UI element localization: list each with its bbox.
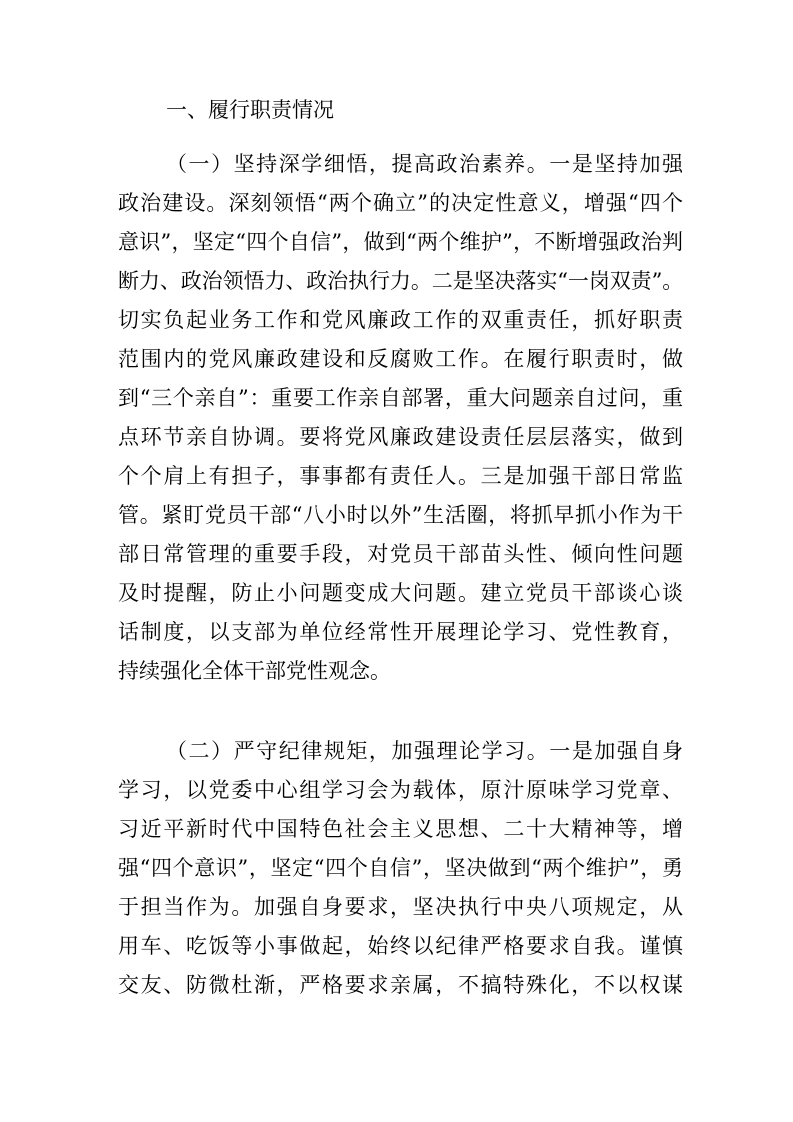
text-line: 学习，以党委中心组学习会为载体，原汁原味学习党章、 bbox=[118, 778, 683, 802]
text-line: 强“四个意识”，坚定“四个自信”，坚决做到“两个维护”，勇 bbox=[118, 856, 683, 880]
text-line: 政治建设。深刻领悟“两个确立”的决定性意义，增强“四个 bbox=[118, 191, 683, 215]
text-line: 用车、吃饭等小事做起，始终以纪律严格要求自我。谨慎 bbox=[118, 934, 683, 958]
text-line: （二）严守纪律规矩，加强理论学习。一是加强自身 bbox=[166, 739, 683, 763]
text-line: 个个肩上有担子，事事都有责任人。三是加强干部日常监 bbox=[118, 464, 683, 488]
text-line: 习近平新时代中国特色社会主义思想、二十大精神等，增 bbox=[118, 817, 683, 841]
text-line: 断力、政治领悟力、政治执行力。二是坚决落实“一岗双责”。 bbox=[118, 269, 683, 293]
text-line: 点环节亲自协调。要将党风廉政建设责任层层落实，做到 bbox=[118, 425, 683, 449]
paragraph-2 bbox=[118, 732, 683, 1005]
text-line: 意识”，坚定“四个自信”，做到“两个维护”，不断增强政治判 bbox=[118, 230, 683, 254]
section-heading: 一、履行职责情况 bbox=[166, 98, 334, 122]
text-line: 部日常管理的重要手段，对党员干部苗头性、倾向性问题 bbox=[118, 542, 683, 566]
paragraph-1 bbox=[118, 145, 683, 691]
text-line: 到“三个亲自”：重要工作亲自部署，重大问题亲自过问，重 bbox=[118, 386, 683, 410]
text-line: 交友、防微杜渐，严格要求亲属，不搞特殊化，不以权谋 bbox=[118, 973, 683, 997]
text-line: 持续强化全体干部党性观念。 bbox=[118, 659, 391, 683]
text-line: 话制度，以支部为单位经常性开展理论学习、党性教育， bbox=[118, 620, 683, 644]
text-line: （一）坚持深学细悟，提高政治素养。一是坚持加强 bbox=[166, 152, 683, 176]
text-line: 范围内的党风廉政建设和反腐败工作。在履行职责时，做 bbox=[118, 347, 683, 371]
text-line: 及时提醒，防止小问题变成大问题。建立党员干部谈心谈 bbox=[118, 581, 683, 605]
text-line: 于担当作为。加强自身要求，坚决执行中央八项规定，从 bbox=[118, 895, 683, 919]
text-line: 管。紧盯党员干部“八小时以外”生活圈，将抓早抓小作为干 bbox=[118, 503, 683, 527]
text-line: 切实负起业务工作和党风廉政工作的双重责任，抓好职责 bbox=[118, 308, 683, 332]
